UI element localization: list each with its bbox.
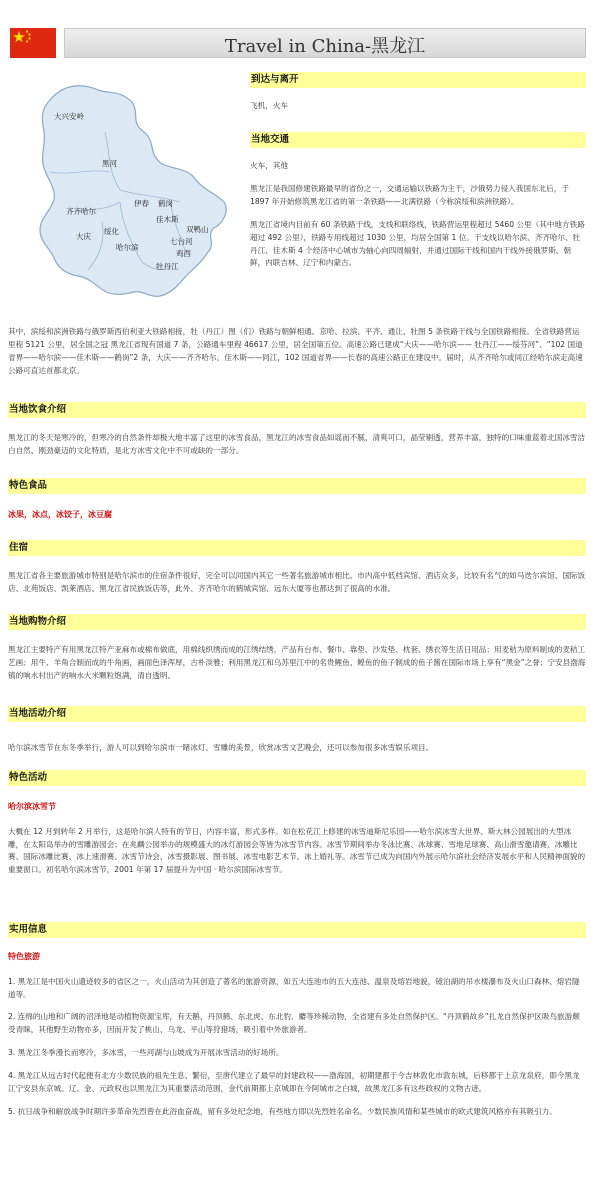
section-heading: 住宿 bbox=[8, 540, 586, 556]
section-heading: 特色活动 bbox=[8, 770, 586, 786]
activity-subheading: 哈尔滨冰雪节 bbox=[8, 802, 56, 811]
section-paragraph: 黑龙江省各主要旅游城市特别是哈尔滨市的住宿条件很好，完全可以同国内其它一些著名旅游城市相比。市内高中低档宾馆、酒店众多，比较有名气的如马迭尔宾馆、国际饭店、北苑饭店、凯莱酒店、黑龙江省民族饭店等，此外、齐齐哈尔的鹤城宾馆、远东大厦等也都达到了很高的水准。 bbox=[8, 571, 586, 593]
practical-info-section bbox=[8, 922, 586, 1119]
map-label: 七台河 bbox=[170, 237, 193, 246]
section-text: 火车，其他 bbox=[250, 161, 288, 170]
heilongjiang-map bbox=[10, 72, 244, 314]
practical-subheading: 特色旅游 bbox=[8, 952, 40, 961]
section-paragraph: 黑龙江主要特产有用黑龙江特产亚麻布或棉布做底，用棉线织绣而成的江绣结绣，产品有台布、餐巾、靠垫、沙发垫、枕套、绣衣等生活日用品；用麦秸为原料制成的麦秸工艺画；用牛、羊角合制而成的牛角画，画面色泽浑厚，古朴淡雅；利用黑龙江和乌苏里江中的名贵鲤鱼、鳇鱼的鱼子制成的鱼子酱在国际市场上享有“黑金”之誉；宁安县渤海镇的响水村出产的响水大米颗粒饱满，清自透明。 bbox=[8, 645, 586, 680]
section-paragraph: 其中，滨绥和滨洲铁路与俄罗斯西伯利亚大铁路相接，牡（丹江）图（们）铁路与朝鲜相通。京哈、拉滨、平齐、通让、牡图 5 条铁路干线与全国铁路相接。全省铁路营运里程 5121 公里，居全国之冠 黑龙江省现有国道 7 条，公路通车里程 46617 公里，居全国第五位。高速公路已建成“大庆——哈尔滨—— 牡丹江——绥芬河”、“102 国道省界——哈尔滨——佳木斯——鹤岗”2 条，大庆——齐齐哈尔，佳木斯——同江，102 国道省界——长春的高速公路正在建设中。届时，从齐齐哈尔或同江经哈尔滨走高速公路可直达首都北京。 bbox=[8, 327, 583, 375]
activity-section bbox=[8, 706, 586, 755]
section-heading: 当地交通 bbox=[250, 132, 586, 148]
practical-item: 3. 黑龙江冬季漫长而寒冷，多冰雪，一些河湖与山坡成为开展冰雪活动的好场所。 bbox=[8, 1048, 284, 1058]
section-heading: 到达与离开 bbox=[250, 72, 586, 88]
practical-item: 5. 抗日战争和解放战争时期许多革命先烈曾在此浴血奋战，留有多处纪念地，有些地方即以先烈姓名命名。少数民族风情和某些城市的欧式建筑风格亦有其吸引力。 bbox=[8, 1106, 557, 1116]
map-label: 牡丹江 bbox=[156, 262, 179, 271]
section-heading: 实用信息 bbox=[8, 922, 586, 938]
page-header bbox=[8, 26, 586, 60]
local-transport-continued bbox=[8, 326, 586, 378]
section-heading: 当地饮食介绍 bbox=[8, 402, 586, 418]
map-label: 佳木斯 bbox=[156, 215, 179, 224]
practical-item: 2. 连绵的山地和广阔的沼泽地是动植物资源宝库，有天鹅、丹顶鹤、东北虎、东北豹、麝等珍稀动物，全省建有多处自然保护区。“丹顶鹤故乡”扎龙自然保护区吸鸟旅游颇受青睐，其他野生动物亦多，因而开发了桃山、乌龙、平山等狩猎场，吸引着中外旅游者。 bbox=[8, 1012, 580, 1035]
map-label: 绥化 bbox=[104, 227, 119, 236]
map-label: 黑河 bbox=[102, 159, 117, 168]
section-text: 飞机，火车 bbox=[250, 101, 288, 110]
map-label: 鸡西 bbox=[176, 249, 191, 258]
title-bar bbox=[64, 28, 586, 58]
special-activity-section bbox=[8, 770, 586, 877]
map-label: 大兴安岭 bbox=[54, 112, 84, 121]
page-title: Travel in China-黑龙江 bbox=[224, 36, 426, 57]
section-heading: 特色食品 bbox=[8, 478, 586, 494]
section-paragraph: 黑龙江省境内目前有 60 条铁路干线，支线和联络线，铁路营运里程超过 5460 公里（其中地方铁路超过 492 公里），铁路专用线超过 1030 公里，均居全国第 1 位。干支线以哈尔滨、齐齐哈尔、牡丹江、佳木斯 4 个经济中心城市为轴心向四周辐射，并通过国际干线和国内干线外接俄罗斯、朝鲜，内联吉林、辽宁和内蒙古。 bbox=[250, 219, 585, 268]
shopping-section bbox=[8, 614, 586, 683]
map-label: 鹤岗 bbox=[158, 199, 173, 208]
section-paragraph: 黑龙江是我国修建铁路最早的省份之一，交通运输以铁路为主干，沙俄势力侵入我国东北后，于 1897 年开始修筑黑龙江省的第一条铁路——北满铁路（今称滨绥和滨洲铁路）。 bbox=[250, 183, 569, 206]
arrive-section bbox=[250, 72, 586, 113]
lodging-section bbox=[8, 540, 586, 596]
section-paragraph: 哈尔滨冰雪节在东冬季举行，游人可以到哈尔滨市一睹冰灯、雪雕的美景，欣赏冰雪文艺晚会，还可以参加很多冰雪娱乐项目。 bbox=[8, 743, 434, 752]
section-heading: 当地购物介绍 bbox=[8, 614, 586, 630]
food-section bbox=[8, 402, 586, 458]
map-label: 大庆 bbox=[76, 232, 91, 241]
section-paragraph: 黑龙江的冬天是寒冷的，但寒冷的自然条件却极大地丰富了这里的冰雪食品，黑龙江的冰雪食品如谣而不腻，清爽可口，晶莹剔透，营养丰富，独特的口味重蓝着北国冰雪洁白自然、刚劲豪迈的文化特质，是北方冰雪文化中不可或缺的一部分。 bbox=[8, 433, 586, 455]
map-label: 齐齐哈尔 bbox=[66, 207, 96, 216]
section-paragraph: 大概在 12 月到转年 2 月举行，这是哈尔滨人特有的节日，内容丰富，形式多样。如在松花江上修建的冰雪迪斯尼乐园——哈尔滨冰雪大世界、斯大林公园展出的大型冰雕，在太阳岛举办的雪雕游园会；在兆麟公园举办的规模盛大的冰灯游园会等皆为冰雪节内容。冰雪节期间举办冬泳比赛、冰球赛、雪地足球赛、高山滑雪邀请赛、冰雕比赛、国际冰雕比赛、冰上速滑赛、冰雪节诗会、冰雪摄影展、图书展、冰雪电影艺术节、冰上婚礼等。冰雪节已成为向国内外展示哈尔滨社会经济发展水平和人民精神面貌的重要窗口。初名哈尔滨冰雪节，2001 年第 17 届提升为中国 · 哈尔滨国际冰雪节。 bbox=[8, 826, 586, 875]
map-label: 双鸭山 bbox=[186, 225, 209, 234]
china-flag-icon bbox=[10, 28, 56, 58]
specialty-items: 冰果，冰点，冰饺子，冰豆腐 bbox=[8, 510, 112, 519]
map-label: 伊春 bbox=[134, 199, 149, 208]
practical-item: 4. 黑龙江从远古时代起便有北方少数民族的祖先生息、繁衍，至唐代建立了最早的封建政权——渤海国，初期建都于今吉林敦化市敦东城，后移都于上京龙泉府，即今黑龙江宁安县东京城。辽、金、元政权也以黑龙江为其重要活动范围，金代前期都上京城即在今阿城市之白城，故黑龙江多有这些政权的文物古迹。 bbox=[8, 1071, 580, 1094]
specialty-food-section bbox=[8, 478, 586, 522]
practical-item: 1. 黑龙江是中国火山遗迹较多的省区之一，火山活动为其创造了著名的旅游资源，如五大连池市的五大连池、温泉及熔岩地貌，镜泊湖的吊水楼瀑布及火山口森林、熔岩隧道等。 bbox=[8, 976, 580, 999]
section-heading: 当地活动介绍 bbox=[8, 706, 586, 722]
local-transport-section bbox=[250, 132, 586, 270]
map-label: 哈尔滨 bbox=[116, 243, 139, 252]
